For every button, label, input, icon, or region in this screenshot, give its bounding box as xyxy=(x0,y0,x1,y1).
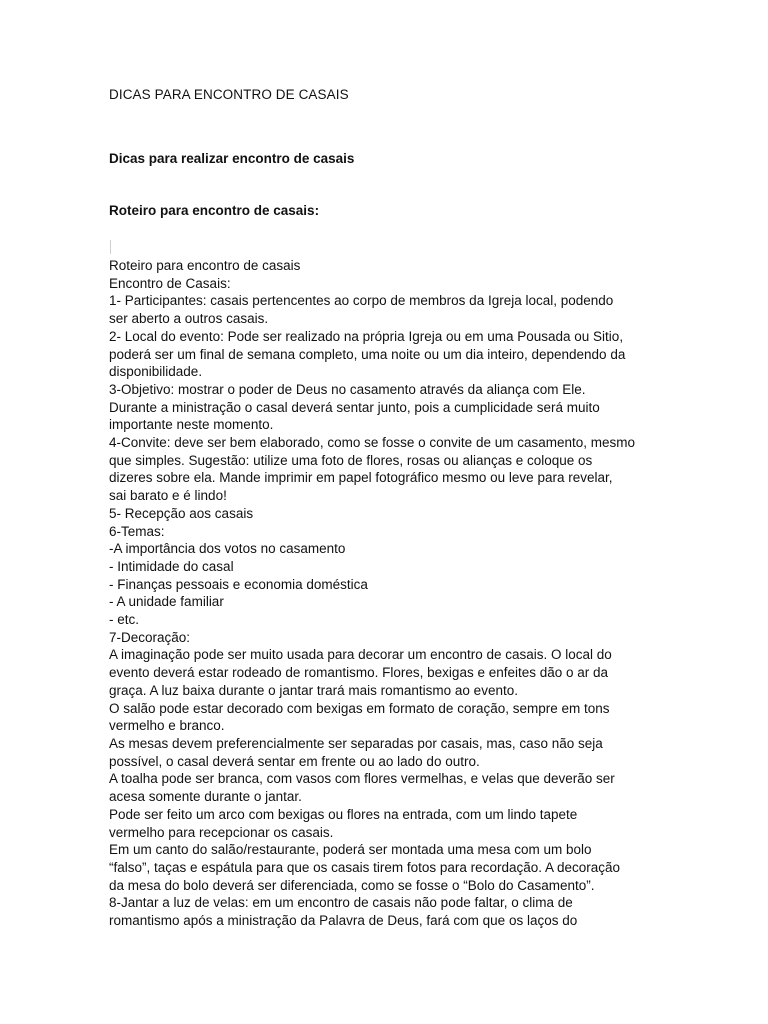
body-line: possível, o casal deverá sentar em frente ou ao lado do outro. xyxy=(109,753,480,769)
body-line: acesa somente durante o jantar. xyxy=(109,789,302,805)
body-line: vermelho e branco. xyxy=(109,718,225,734)
body-line: - Finanças pessoais e economia doméstica xyxy=(109,576,368,592)
body-line: disponibilidade. xyxy=(109,364,203,380)
body-line: - A unidade familiar xyxy=(109,594,224,610)
text-cursor-mark xyxy=(110,240,111,254)
body-line: 4-Convite: deve ser bem elaborado, como se fosse o convite de um casamento, mesmo xyxy=(109,435,636,451)
body-line: Roteiro para encontro de casais xyxy=(109,258,301,273)
body-line: O salão pode estar decorado com bexigas em formato de coração, sempre em tons xyxy=(109,700,610,716)
body-line: - etc. xyxy=(109,612,140,628)
body-line: Em um canto do salão/restaurante, poderá ser montada uma mesa com um bolo xyxy=(109,842,592,858)
body-line: 7-Decoração: xyxy=(109,629,191,645)
body-line: evento deverá estar rodeado de romantismo. Flores, bexigas e enfeites dão o ar da xyxy=(109,665,609,681)
body-line: sai barato e é lindo! xyxy=(109,488,227,504)
body-line: - Intimidade do casal xyxy=(109,558,234,574)
body-line: As mesas devem preferencialmente ser separadas por casais, mas, caso não seja xyxy=(109,735,603,751)
body-line: romantismo após a ministração da Palavra de Deus, fará com que os laços do xyxy=(109,913,578,929)
document-title: DICAS PARA ENCONTRO DE CASAIS xyxy=(109,87,349,102)
body-line: Encontro de Casais: xyxy=(109,275,231,291)
body-line: -A importância dos votos no casamento xyxy=(109,541,346,557)
body-line: Pode ser feito um arco com bexigas ou flores na entrada, com um lindo tapete xyxy=(109,806,578,822)
body-line: 8-Jantar a luz de velas: em um encontro de casais não pode faltar, o clima de xyxy=(109,895,573,911)
body-line: A imaginação pode ser muito usada para decorar um encontro de casais. O local do xyxy=(109,647,612,663)
body-line: importante neste momento. xyxy=(109,417,274,433)
body-line: ser aberto a outros casais. xyxy=(109,311,269,327)
body-line: Durante a ministração o casal deverá sentar junto, pois a cumplicidade será muito xyxy=(109,399,600,415)
section-heading-tips: Dicas para realizar encontro de casais xyxy=(109,151,355,166)
body-line: 3-Objetivo: mostrar o poder de Deus no casamento através da aliança com Ele. xyxy=(109,381,586,397)
body-line: A toalha pode ser branca, com vasos com flores vermelhas, e velas que deverão ser xyxy=(109,771,615,787)
body-line: “falso”, taças e espátula para que os casais tirem fotos para recordação. A decoração xyxy=(109,859,621,875)
body-line: que simples. Sugestão: utilize uma foto de flores, rosas ou alianças e coloque os xyxy=(109,452,593,468)
body-line: graça. A luz baixa durante o jantar trará mais romantismo ao evento. xyxy=(109,682,518,698)
body-line: 5- Recepção aos casais xyxy=(109,505,254,521)
body-line: da mesa do bolo deverá ser diferenciada, como se fosse o “Bolo do Casamento”. xyxy=(109,877,595,893)
body-line: 1- Participantes: casais pertencentes ao corpo de membros da Igreja local, podendo xyxy=(109,293,614,309)
body-line: vermelho para recepcionar os casais. xyxy=(109,824,334,840)
section-heading-script: Roteiro para encontro de casais: xyxy=(109,203,320,218)
document-body xyxy=(109,257,669,930)
body-line: poderá ser um final de semana completo, uma noite ou um dia inteiro, dependendo da xyxy=(109,346,626,362)
body-line: 6-Temas: xyxy=(109,523,165,539)
body-line: dizeres sobre ela. Mande imprimir em papel fotográfico mesmo ou leve para revelar, xyxy=(109,470,613,486)
body-line: 2- Local do evento: Pode ser realizado na própria Igreja ou em uma Pousada ou Sitio, xyxy=(109,328,624,344)
